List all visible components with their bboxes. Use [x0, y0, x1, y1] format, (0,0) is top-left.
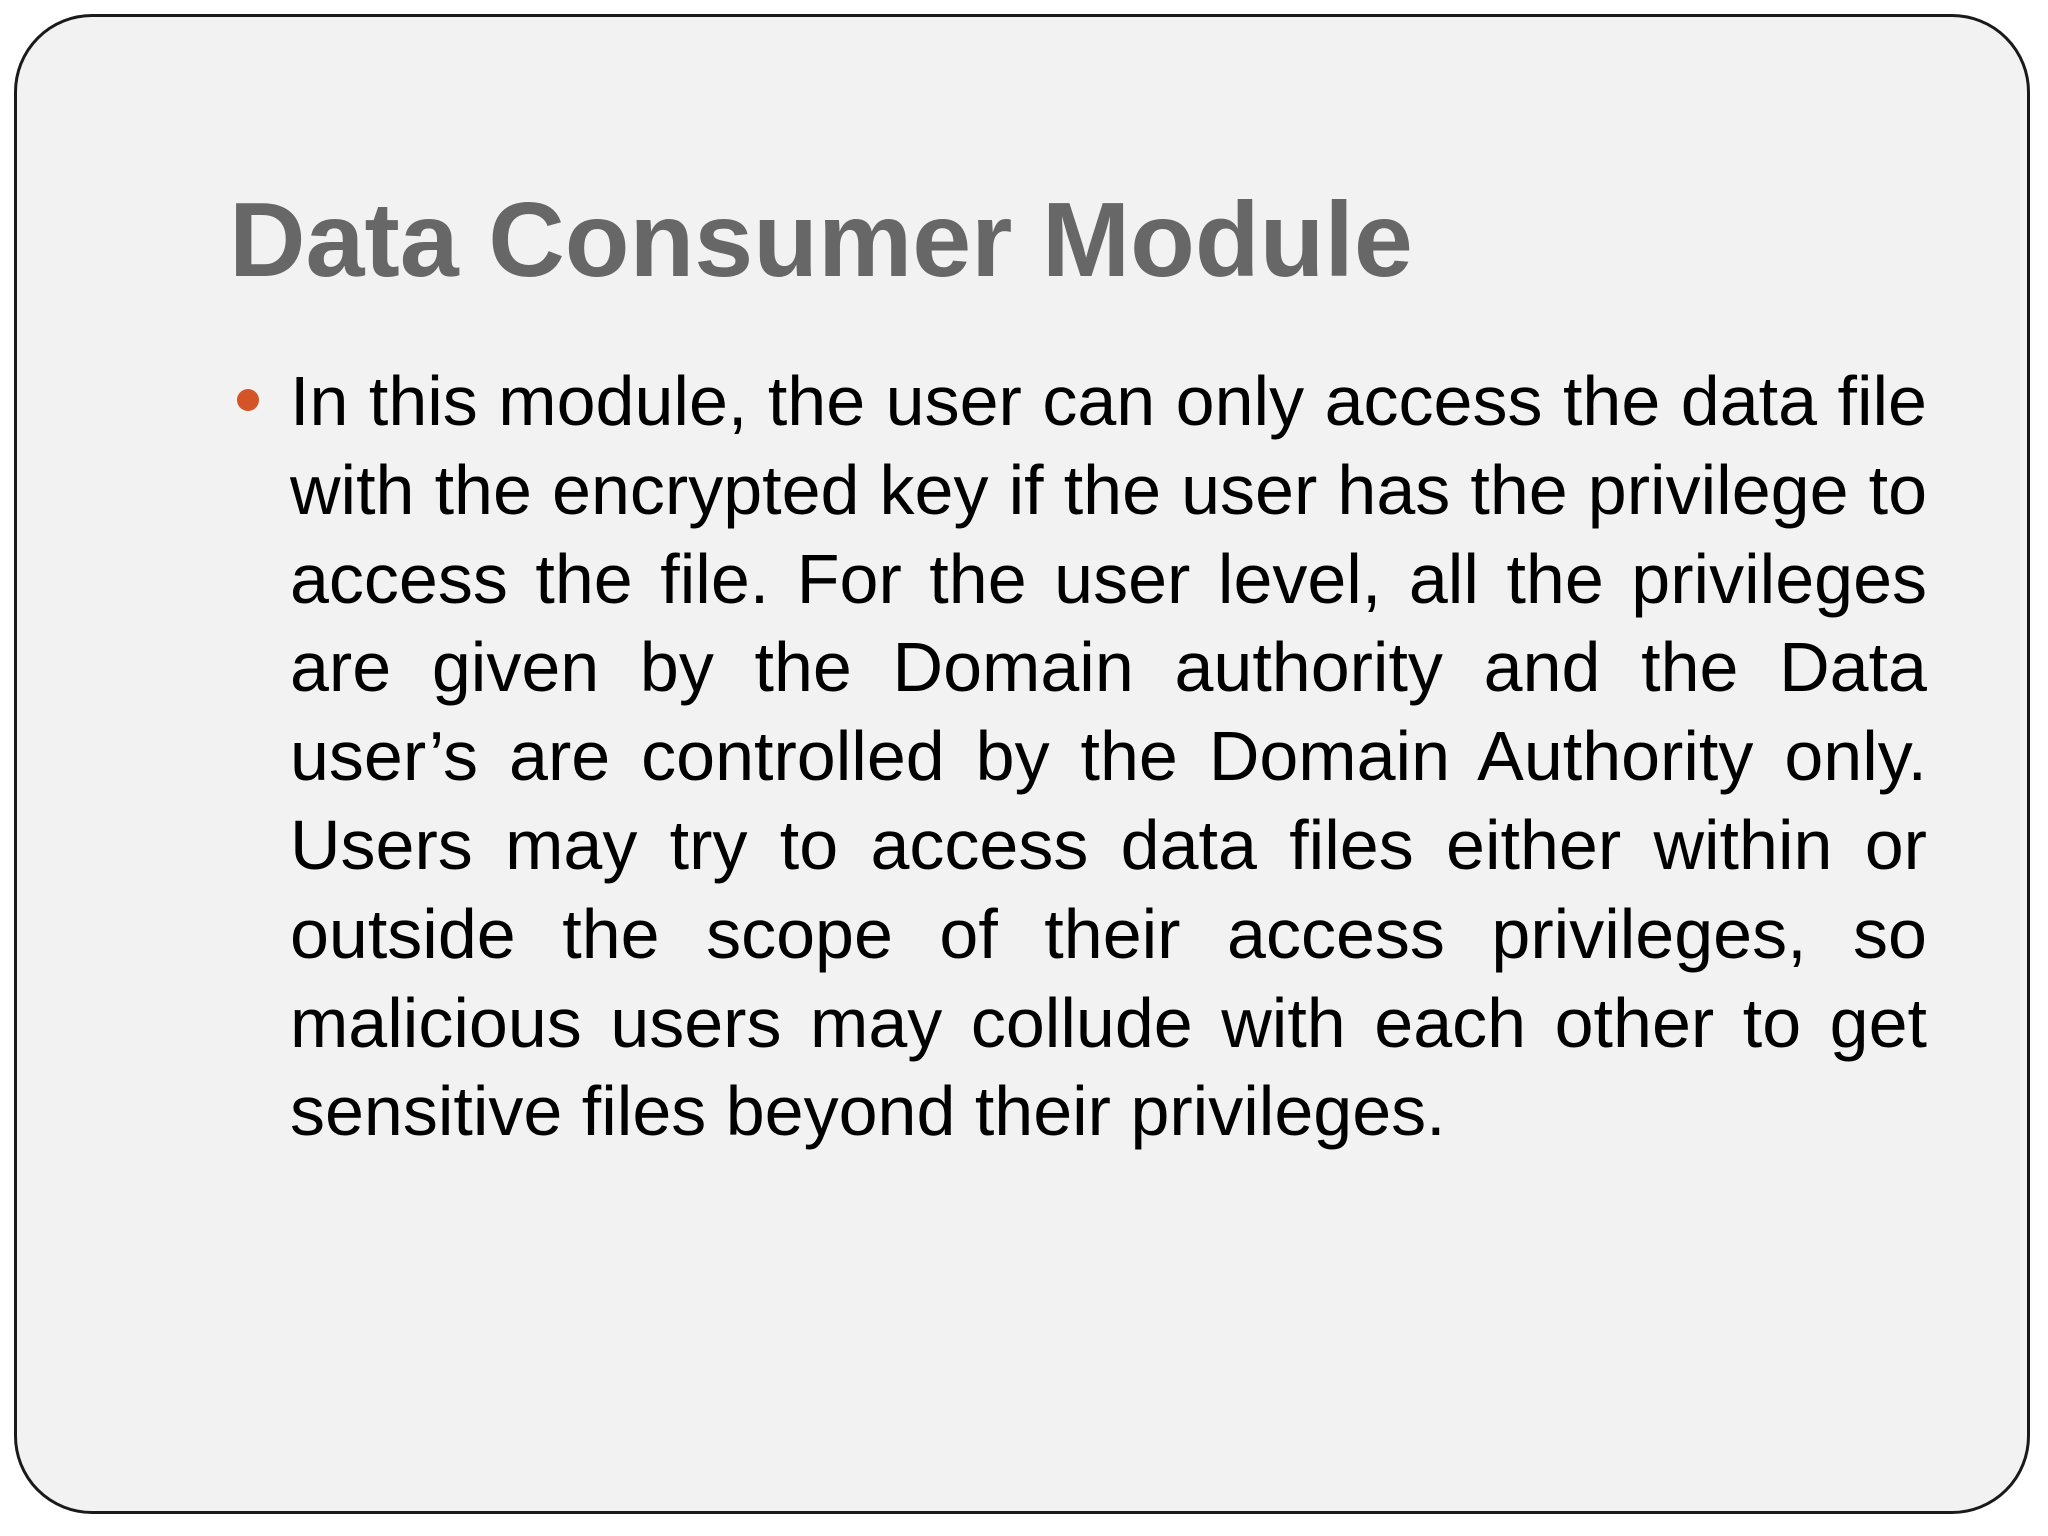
bullet-item [229, 357, 1927, 1156]
bullet-dot-icon [237, 389, 259, 411]
slide-title: Data Consumer Module [229, 181, 1413, 299]
bullet-text: In this module, the user can only access the data file with the encrypted key if the user has the privilege to access the file. For the user level, all the privileges are given by the Domain authority and the Data user’s are controlled by the Domain Authority only. Users may try to access data files either within or outside the scope of their access privileges, so malicious users may collude with each other to get sensitive files beyond their privileges. [290, 362, 1927, 1151]
bullet-list [229, 357, 1927, 1156]
slide-frame [14, 14, 2030, 1514]
